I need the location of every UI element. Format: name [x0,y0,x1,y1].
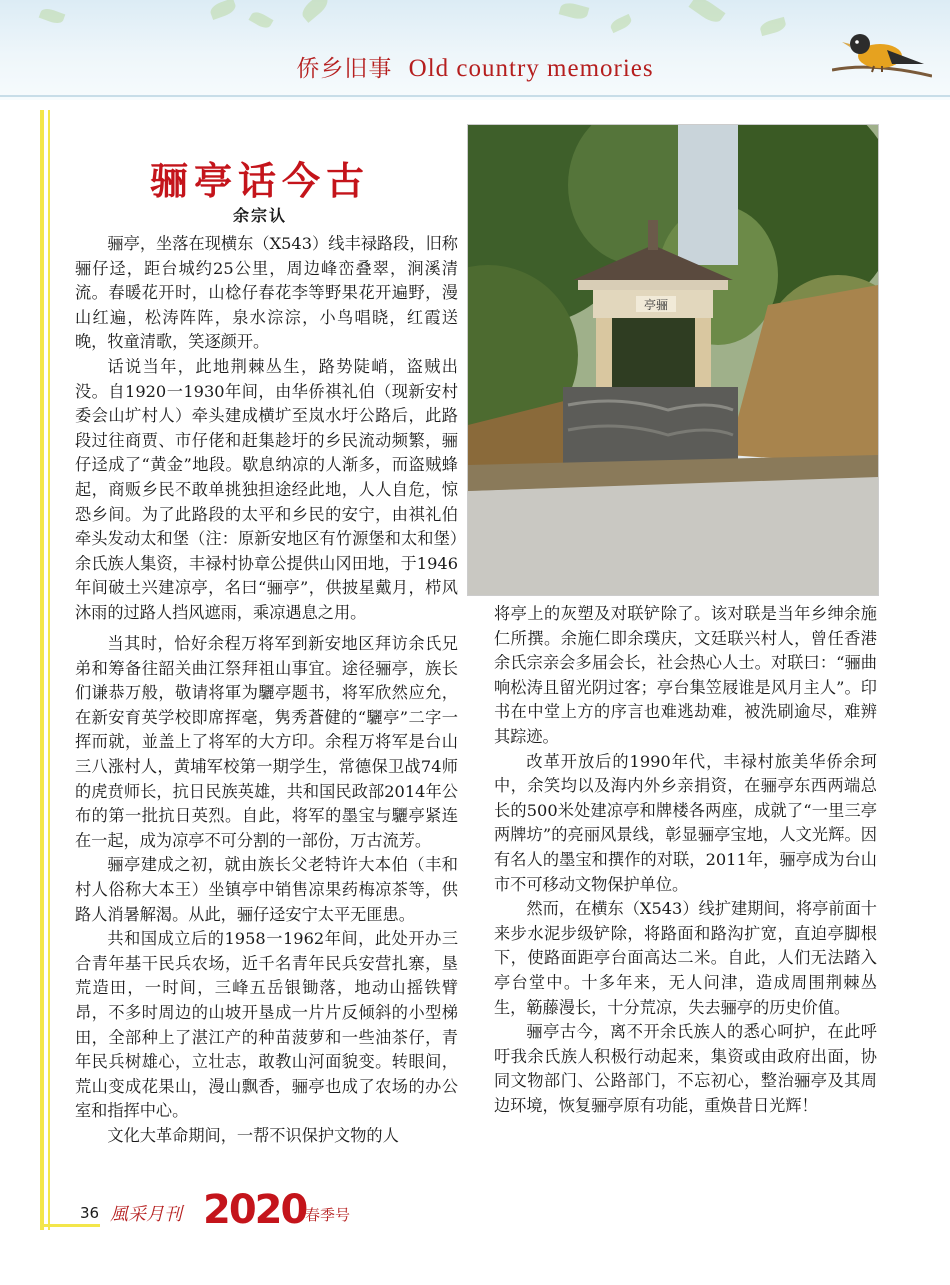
leaf-decoration [248,9,273,30]
header-divider [0,95,950,97]
article-title: 骊亭话今古 [149,158,370,203]
paragraph: 共和国成立后的1958一1962年间，此处开办三合青年基干民兵农场，近千名青年民兵安营扎寨，垦荒造田，一时间，三峰五岳银锄落，地动山摇铁臂昂，不多时周边的山坡开垦成一片片反倾斜的小型梯田，全部种上了湛江产的种苗菠萝和一些油茶仔，青年民兵树雄心，立壮志，敢教山河面貌变。转眼间，荒山变成花果山，漫山飘香，骊亭也成了农场的办公室和指挥中心。 [75,929,458,1121]
section-title-en: Old country memories [408,55,654,82]
section-title-cn: 侨乡旧事 [296,56,393,82]
leaf-decoration [609,14,634,33]
paragraph: 将亭上的灰塑及对联铲除了。该对联是当年乡绅余施仁所撰。余施仁即余璞庆，文廷联兴村人，曾任香港余氏宗亲会多届会长，社会热心人士。对联曰：“骊曲响松涛且留光阴过客；亭台集笠屐谁是风月主人”。印书在中堂上方的序言也难逃劫难，被洗刷逾尽，难辨其踪迹。 [494,604,877,746]
pavilion-sign: 亭骊 [643,298,669,312]
article-author: 余宗认 [232,206,287,225]
paragraph: 文化大革命期间，一帮不识保护文物的人 [107,1125,399,1145]
page-number: 36 [80,1204,100,1222]
leaf-decoration [759,17,787,36]
paragraph: 骊亭古今，离不开余氏族人的悉心呵护，在此呼吁我余氏族人积极行动起来，集资或由政府出面，协同文物部门、公路部门，不忘初心，整治骊亭及其周边环境，恢复骊亭原有功能，重焕昔日光辉！ [494,1022,877,1115]
bird-illustration [832,18,932,88]
leaf-decoration [688,0,725,26]
leaf-decoration [208,0,237,20]
frame-line [40,110,44,1230]
leaf-decoration [299,0,332,23]
issue-year: 2020 [203,1187,307,1233]
paragraph: 改革开放后的1990年代，丰禄村旅美华侨余珂中，余笑均以及海内外乡亲捐资，在骊亭东西两端总长的500米处建凉亭和牌楼各两座，成就了“一里三亭两牌坊”的亮丽风景线，彰显骊亭宝地，人文光辉。因有名人的墨宝和撰作的对联，2011年，骊亭成为台山市不可移动文物保护单位。 [494,751,877,894]
leaf-decoration [39,6,66,25]
paragraph: 当其时，恰好余程万将军到新安地区拜访余氏兄弟和筹备往韶关曲江祭拜祖山事宜。途径骊亭，族长们谦恭万般，敬请将軍为驪亭题书，将军欣然应允，在新安育英学校即席挥毫，隽秀蒼健的“驪亭”二字一挥而就，並盖上了将军的大方印。余程万将军是台山三八涨村人，黄埔军校第一期学生，常德保卫战74师的虎贲师长，抗日民族英雄，共和国民政部2014年公布的第一批抗日英烈。自此，将军的墨宝与驪亭紧连在一起，成为凉亭不可分割的一部份，万古流芳。 [75,634,458,850]
frame-line [40,1224,100,1227]
article-column-left-bottom [75,632,458,1148]
pavilion-photo [467,124,879,596]
article-column-right [494,602,877,1118]
issue-season: 春季号 [305,1206,351,1224]
pavilion-image [468,125,878,595]
leaf-decoration [559,1,590,22]
magazine-name: 風采月刊 [110,1204,182,1225]
section-title [0,50,950,83]
paragraph: 然而，在横东（X543）线扩建期间，将亭前面十来步水泥步级铲除，将路面和路沟扩宽，直迫亭脚根下，使路面距亭台面高达二米。自此，人们无法踏入亭台堂中。十多年来，无人问津，造成周围荆棘丛生，簕藤漫长，十分荒凉，失去骊亭的历史价值。 [494,899,877,1017]
paragraph: 话说当年，此地荆棘丛生，路势陡峭，盗贼出没。自1920一1930年间，由华侨祺礼伯（现新安村委会山圹村人）牵头建成横圹至岚水圩公路后，此路段过往商贾、市仔佬和赶集趁圩的乡民流动频繁，骊仔迳成了“黄金”地段。歇息纳凉的人渐多，而盗贼蜂起，商贩乡民不敢单挑独担途经此地，人人自危，惊恐乡间。为了此路段的太平和乡民的安宁，由祺礼伯牵头发动太和堡（注：原新安地区有竹源堡和太和堡）余氏族人集资，丰禄村协章公提供山冈田地，于1946年间破土兴建凉亭，名曰“骊亭”，供披星戴月，栉风沐雨的过路人挡风遮雨，乘凉遇息之用。 [75,356,458,622]
paragraph: 骊亭建成之初，就由族长父老特许大本伯（丰和村人俗称大本王）坐镇亭中销售凉果药梅凉茶等，供路人消暑解渴。从此，骊仔迳安宁太平无匪患。 [75,855,458,924]
page-header [0,0,950,100]
frame-line [48,110,50,1230]
paragraph: 骊亭，坐落在现横东（X543）线丰禄路段，旧称骊仔迳，距台城约25公里，周边峰峦叠翠，涧溪清流。春暖花开时，山棯仔春花李等野果花开遍野，漫山红遍，松涛阵阵，泉水淙淙，小鸟唱晓，红霞送晚，牧童清歌，笑逐颜开。 [75,234,458,352]
article-column-left-top [75,232,458,626]
